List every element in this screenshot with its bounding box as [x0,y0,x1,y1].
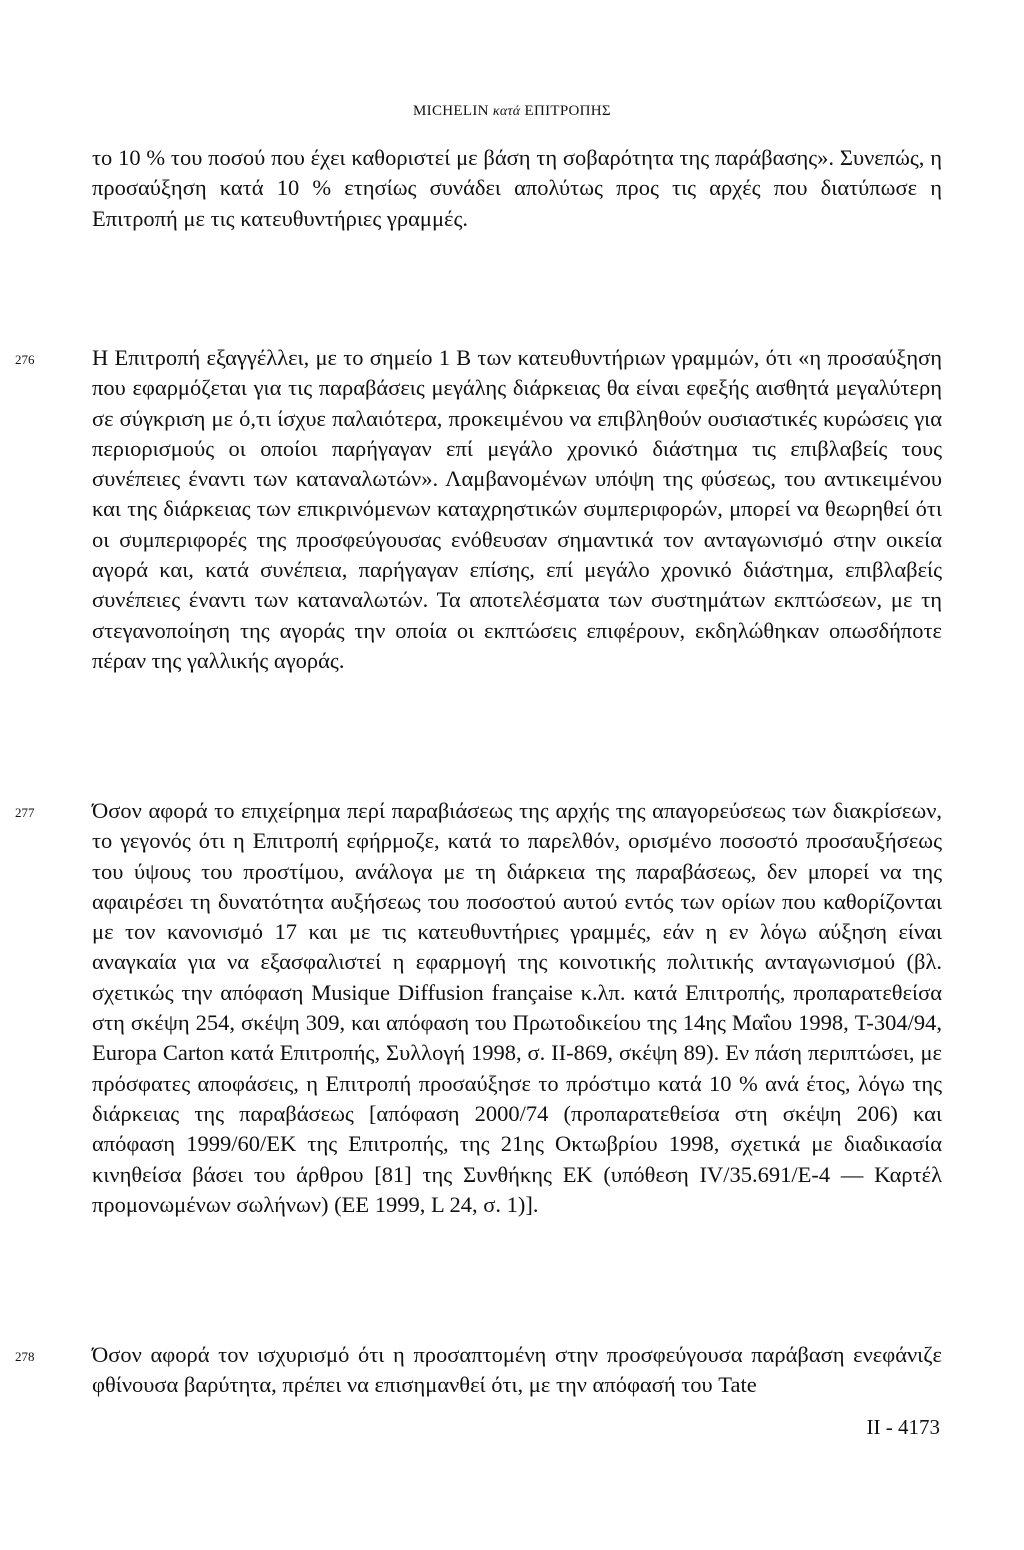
header-party: ΕΠΙΤΡΟΠΗΣ [524,103,611,119]
paragraph-276 [92,343,942,676]
header-case-name: MICHELIN [413,103,489,119]
continuation-text: το 10 % του ποσού που έχει καθοριστεί με βάση τη σοβαρότητα της παράβασης». Συνεπώς, η προσαύξηση κατά 10 % ετησίως συνάδει απολύτως προς τις αρχές που διατύπωσε η Επιτροπή με τις κατευθυντήριες γραμμές. [92,145,942,231]
continuation-paragraph [92,143,942,234]
running-header [0,103,1024,120]
paragraph-278 [92,1340,942,1401]
page-number: II - 4173 [866,1415,940,1439]
paragraph-number-278: 278 [15,1349,35,1364]
paragraph-number-277: 277 [15,805,35,820]
paragraph-278-text: Όσον αφορά τον ισχυρισμό ότι η προσαπτομένη στην προσφεύγουσα παράβαση ενεφάνιζε φθίνουσα βαρύτητα, πρέπει να επισημανθεί ότι, με την απόφασή του Tate [92,1342,942,1398]
header-versus: κατά [492,104,521,119]
paragraph-number-276: 276 [15,352,35,367]
paragraph-276-text: Η Επιτροπή εξαγγέλλει, με το σημείο 1 Β των κατευθυντήριων γραμμών, ότι «η προσαύξηση που εφαρμόζεται για τις παραβάσεις μεγάλης διάρκειας θα είναι εφεξής αισθητά μεγαλύτερη σε σύγκριση με ό,τι ίσχυε παλαιότερα, προκειμένου να επιβληθούν ουσιαστικές κυρώσεις για περιορισμούς οι οποίοι παρήγαγαν επί μεγάλο χρονικό διάστημα τις επιβλαβείς τους συνέπειες έναντι των καταναλωτών». Λαμβανομένων υπόψη της φύσεως, του αντικειμένου και της διάρκειας των επικρινόμενων καταχρηστικών συμπεριφορών, μπορεί να θεωρηθεί ότι οι συμπεριφορές της προσφεύγουσας ενόθευσαν σημαντικά τον ανταγωνισμό στην οικεία αγορά και, κατά συνέπεια, παρήγαγαν επίσης, επί μεγάλο χρονικό διάστημα, επιβλαβείς συνέπειες έναντι των καταναλωτών. Τα αποτελέσματα των συστημάτων εκπτώσεων, με τη στεγανοποίηση της αγοράς την οποία οι εκπτώσεις επιφέρουν, εκδηλώθηκαν οπωσδήποτε πέραν της γαλλικής αγοράς. [92,345,942,673]
paragraph-277 [92,796,942,1220]
paragraph-277-text: Όσον αφορά το επιχείρημα περί παραβιάσεως της αρχής της απαγορεύσεως των διακρίσεων, το γεγονός ότι η Επιτροπή εφήρμοζε, κατά το παρελθόν, ορισμένο ποσοστό προσαυξήσεως του ύψους του προστίμου, ανάλογα με τη διάρκεια της παραβάσεως, δεν μπορεί να της αφαιρέσει τη δυνατότητα αυξήσεως του ποσοστού αυτού εντός των ορίων που καθορίζονται με τον κανονισμό 17 και με τις κατευθυντήριες γραμμές, εάν η εν λόγω αύξηση είναι αναγκαία για να εξασφαλιστεί η εφαρμογή της κοινοτικής πολιτικής ανταγωνισμού (βλ. σχετικώς την απόφαση Musique Diffusion française κ.λπ. κατά Επιτροπής, προπαρατεθείσα στη σκέψη 254, σκέψη 309, και απόφαση του Πρωτοδικείου της 14ης Μαΐου 1998, T-304/94, Europa Carton κατά Επιτροπής, Συλλογή 1998, σ. II-869, σκέψη 89). Εν πάση περιπτώσει, με πρόσφατες αποφάσεις, η Επιτροπή προσαύξησε το πρόστιμο κατά 10 % ανά έτος, λόγω της διάρκειας της παραβάσεως [απόφαση 2000/74 (προπαρατεθείσα στη σκέψη 206) και απόφαση 1999/60/ΕΚ της Επιτροπής, της 21ης Οκτωβρίου 1998, σχετικά με διαδικασία κινηθείσα βάσει του άρθρου [81] της Συνθήκης ΕΚ (υπόθεση IV/35.691/Ε-4 — Καρτέλ προμονωμένων σωλήνων) (ΕΕ 1999, L 24, σ. 1)]. [92,798,942,1217]
